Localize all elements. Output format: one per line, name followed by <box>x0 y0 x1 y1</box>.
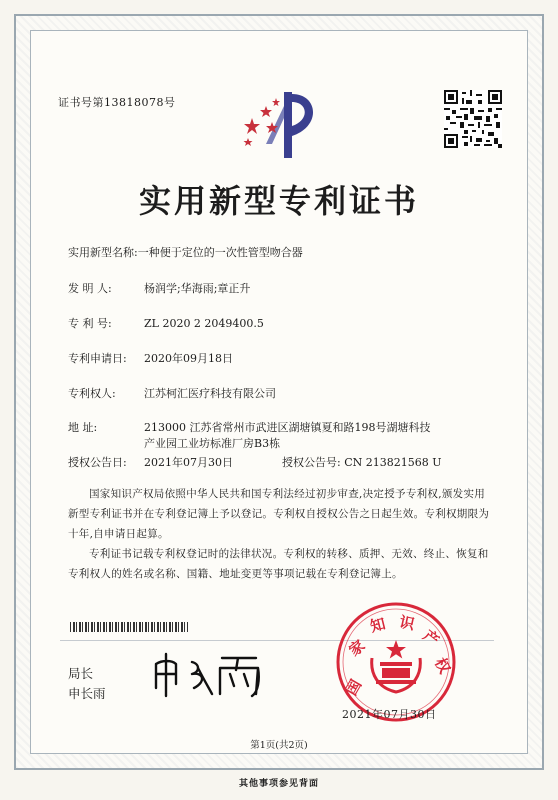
svg-text:家: 家 <box>345 636 369 660</box>
field-label: 专利权人: <box>68 387 116 400</box>
qr-code <box>444 90 502 148</box>
certificate-title: 实用新型专利证书 <box>138 182 419 220</box>
svg-text:识: 识 <box>397 612 417 634</box>
field-value: 杨润学;华海雨;章正升 <box>144 282 251 295</box>
statement-paragraph: 国家知识产权局依照中华人民共和国专利法经过初步审查,决定授予专利权,颁发实用新型专利证书并在专利登记簿上予以登记。专利权自授权公告之日起生效。专利权期限为十年,自申请日起算。 <box>68 488 490 540</box>
field-patent-holder <box>68 386 276 402</box>
field-name <box>68 245 303 261</box>
field-value: 2020年09月18日 <box>144 352 233 365</box>
publication-number <box>282 455 442 471</box>
field-label: 发 明 人: <box>68 282 112 295</box>
certificate-statement <box>68 484 492 584</box>
signatory-name: 申长雨 <box>68 686 106 701</box>
field-label: 授权公告号: <box>282 456 341 469</box>
svg-text:权: 权 <box>430 654 454 677</box>
field-patent-number <box>68 316 264 332</box>
field-value: 江苏柯汇医疗科技有限公司 <box>144 387 276 400</box>
address-line-2: 产业园工业坊标准厂房B3栋 <box>144 437 281 450</box>
svg-text:产: 产 <box>419 626 443 650</box>
page-number: 第1页(共2页) <box>250 740 308 751</box>
field-label: 专利申请日: <box>68 352 127 365</box>
field-inventor <box>68 281 251 297</box>
barcode <box>70 622 188 632</box>
field-value <box>144 420 464 452</box>
field-address <box>68 420 431 450</box>
field-value: ZL 2020 2 2049400.5 <box>144 317 264 330</box>
field-label: 专 利 号: <box>68 317 112 330</box>
field-value: CN 213821568 U <box>344 456 442 469</box>
field-filing-date <box>68 351 233 367</box>
field-value: 一种便于定位的一次性管型吻合器 <box>137 246 303 259</box>
signatory-title: 局长 <box>68 666 94 681</box>
address-line-1: 213000 江苏省常州市武进区湖塘镇夏和路198号湖塘科技 <box>144 421 431 434</box>
field-value: 2021年07月30日 <box>144 456 233 469</box>
field-label: 授权公告日: <box>68 456 127 469</box>
field-publication <box>68 455 442 471</box>
issue-date: 2021年07月30日 <box>342 708 437 721</box>
statement-paragraph: 专利证书记载专利权登记时的法律状况。专利权的转移、质押、无效、终止、恢复和专利权人的姓名或名称、国籍、地址变更等事项记载在专利登记簿上。 <box>68 548 489 580</box>
field-label: 地 址: <box>68 421 98 434</box>
patent-office-emblem-icon <box>232 86 324 164</box>
svg-text:国: 国 <box>342 676 366 699</box>
field-label: 实用新型名称: <box>68 246 138 259</box>
certificate-number: 证书号第13818078号 <box>58 96 176 109</box>
back-note: 其他事项参见背面 <box>238 779 319 789</box>
handwritten-signature <box>148 650 266 700</box>
svg-text:知: 知 <box>368 614 388 636</box>
